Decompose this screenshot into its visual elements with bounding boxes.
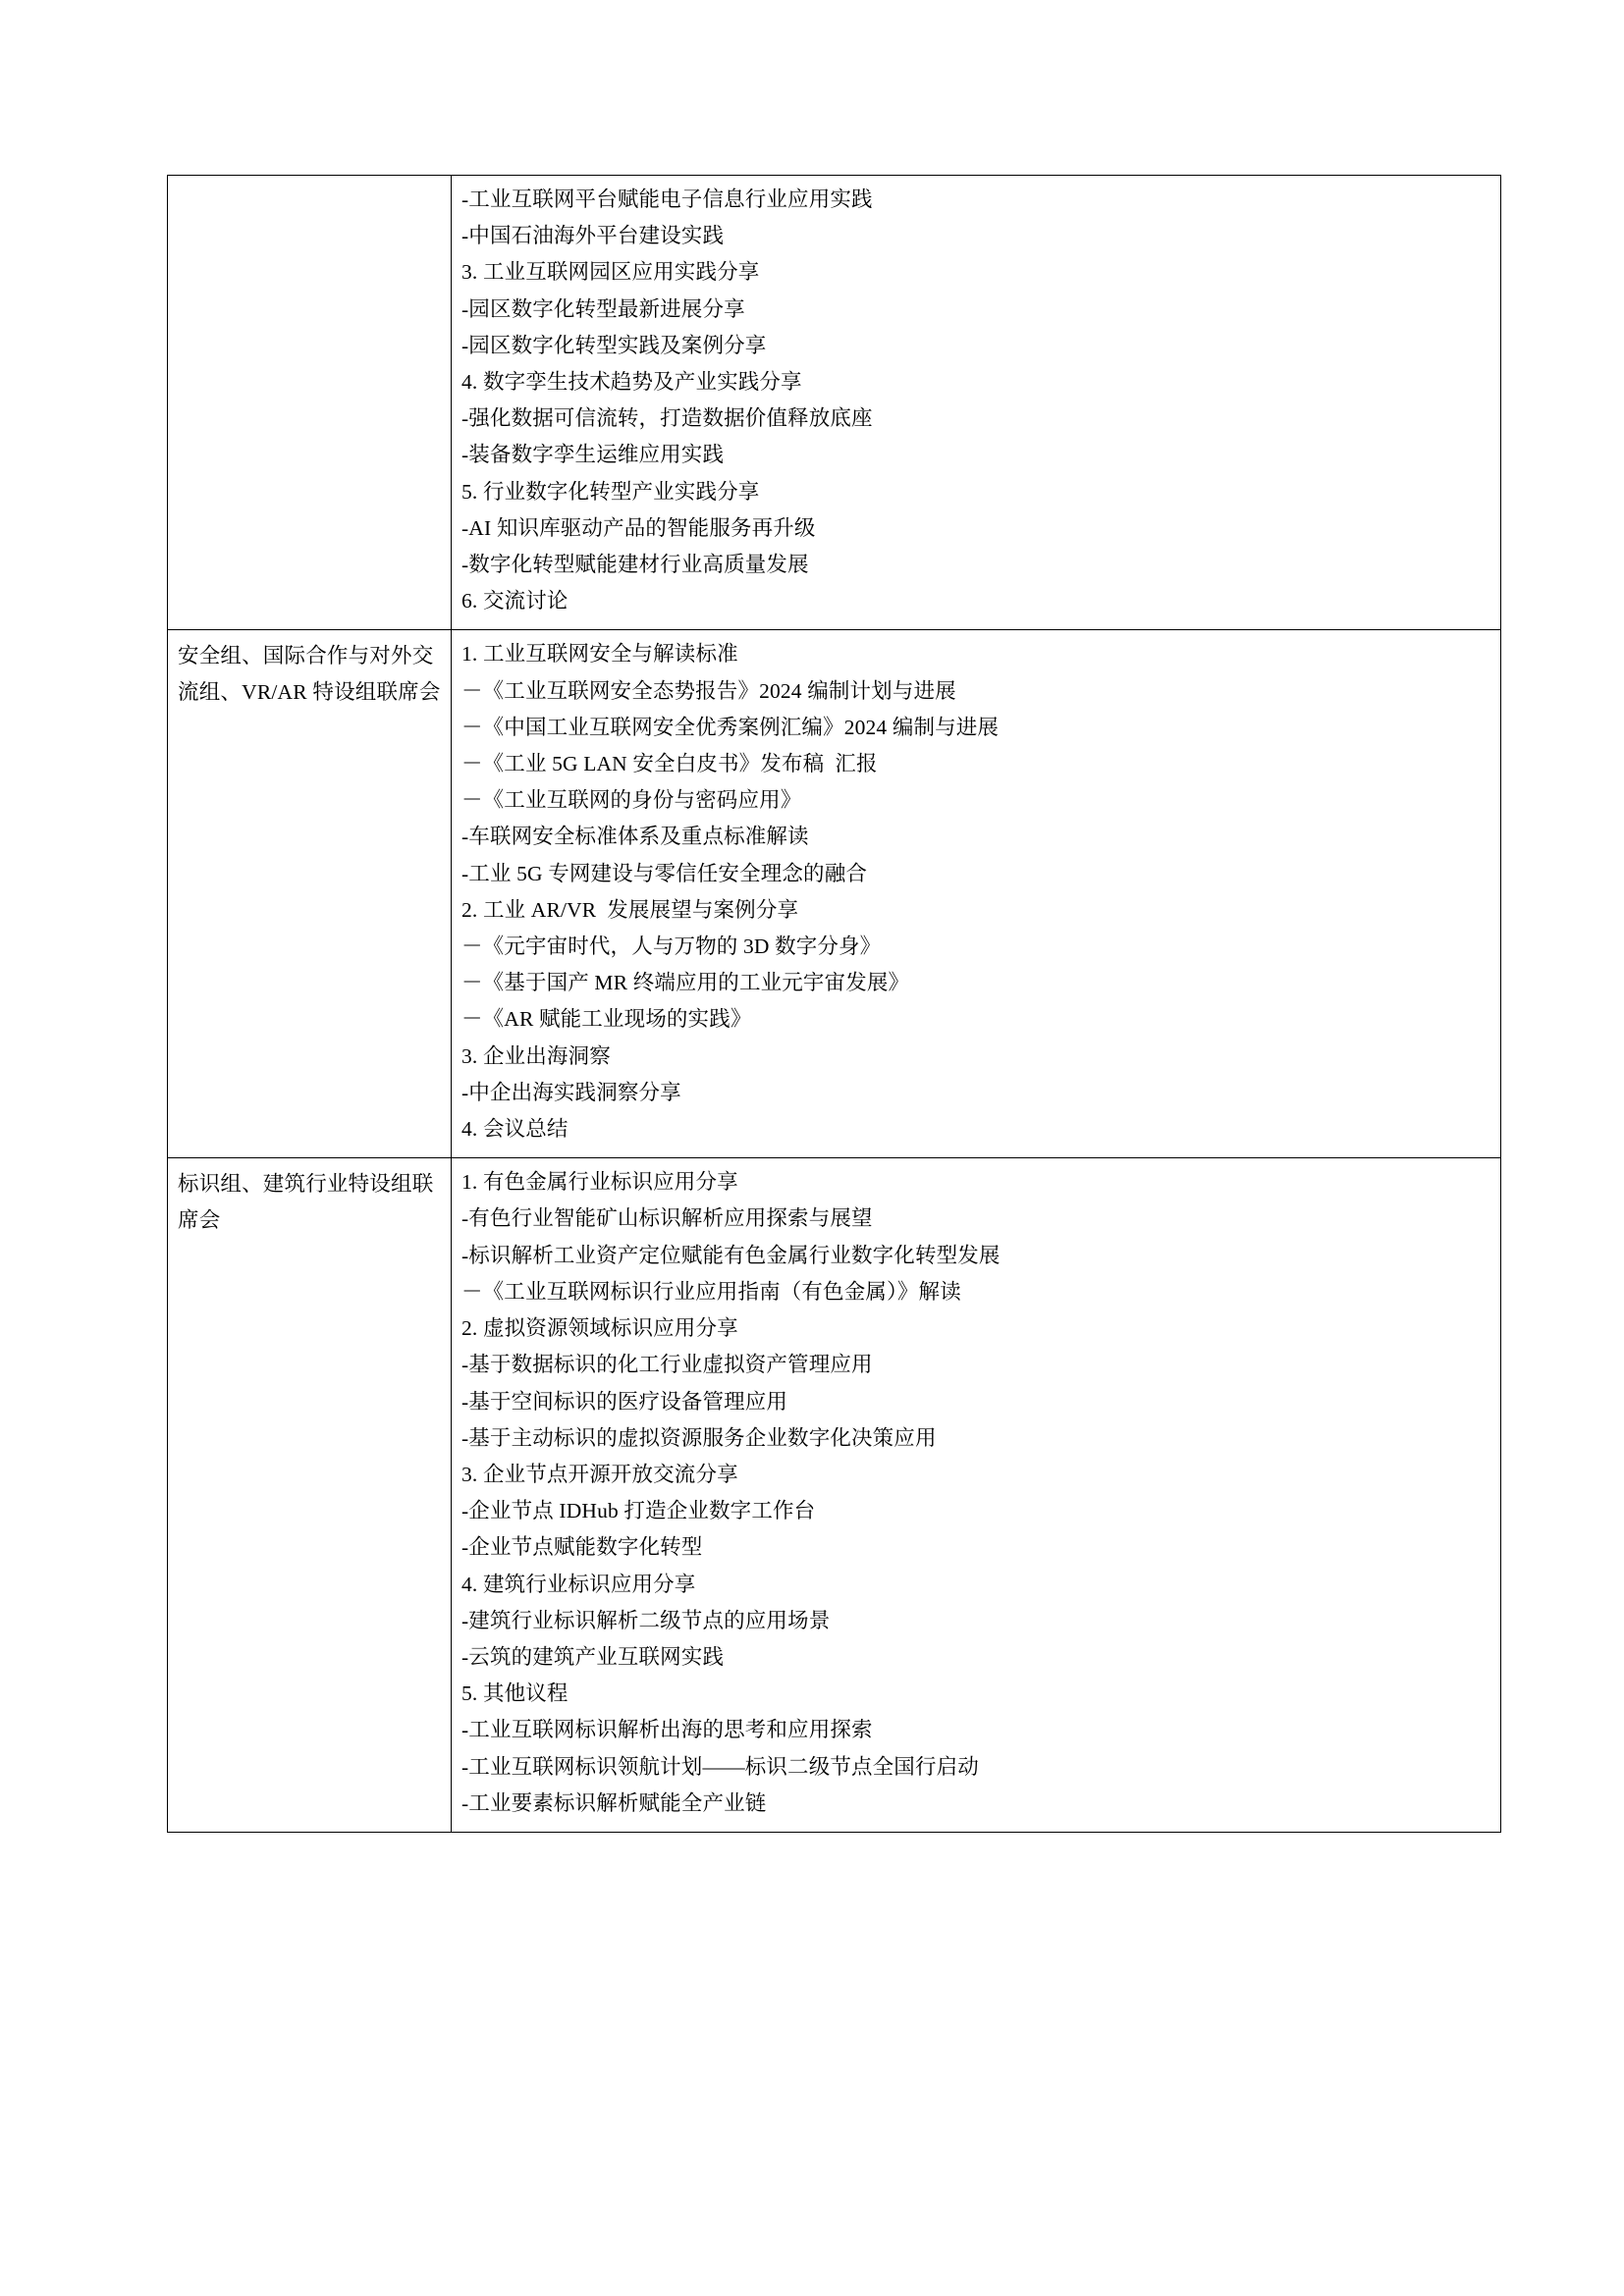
list-item: -标识解析工业资产定位赋能有色金属行业数字化转型发展 (461, 1243, 1001, 1267)
list-item: 3. 企业节点开源开放交流分享 (461, 1462, 738, 1486)
agenda-table (167, 175, 1501, 1833)
list-item: 2. 工业 AR/VR 发展展望与案例分享 (461, 897, 799, 922)
table-row (168, 176, 1501, 630)
list-item: －《工业互联网标识行业应用指南（有色金属）》解读 (461, 1279, 961, 1304)
list-item: -工业互联网平台赋能电子信息行业应用实践 (461, 187, 873, 211)
list-item: -工业 5G 专网建设与零信任安全理念的融合 (461, 861, 867, 885)
items-list (461, 1164, 1490, 1822)
group-label: 安全组、国际合作与对外交流组、VR/AR 特设组联席会 (178, 644, 441, 705)
list-item: 2. 虚拟资源领域标识应用分享 (461, 1316, 738, 1341)
items-cell (452, 630, 1501, 1158)
group-cell (168, 1158, 452, 1833)
list-item: －《中国工业互联网安全优秀案例汇编》2024 编制与进展 (461, 715, 1000, 739)
list-item: －《工业互联网安全态势报告》2024 编制计划与进展 (461, 678, 956, 703)
list-item: -AI 知识库驱动产品的智能服务再升级 (461, 515, 816, 540)
items-list (461, 182, 1490, 619)
list-item: 1. 有色金属行业标识应用分享 (461, 1170, 738, 1195)
list-item: 4. 会议总结 (461, 1117, 568, 1142)
list-item: -中国石油海外平台建设实践 (461, 224, 725, 248)
list-item: -工业互联网标识领航计划——标识二级节点全国行启动 (461, 1754, 979, 1779)
list-item: －《工业互联网的身份与密码应用》 (461, 788, 802, 813)
list-item: -基于空间标识的医疗设备管理应用 (461, 1389, 788, 1414)
list-item: -建筑行业标识解析二级节点的应用场景 (461, 1608, 831, 1632)
list-item: -工业互联网标识解析出海的思考和应用探索 (461, 1718, 873, 1742)
list-item: 4. 数字孪生技术趋势及产业实践分享 (461, 370, 802, 395)
list-item: -基于主动标识的虚拟资源服务企业数字化决策应用 (461, 1425, 937, 1450)
list-item: -云筑的建筑产业互联网实践 (461, 1644, 725, 1669)
list-item: -工业要素标识解析赋能全产业链 (461, 1790, 767, 1815)
list-item: -中企出海实践洞察分享 (461, 1080, 681, 1104)
list-item: -有色行业智能矿山标识解析应用探索与展望 (461, 1206, 873, 1231)
items-cell (452, 176, 1501, 630)
table-row (168, 1158, 1501, 1833)
list-item: －《基于国产 MR 终端应用的工业元宇宙发展》 (461, 971, 910, 995)
group-label (178, 182, 441, 184)
list-item: -强化数据可信流转，打造数据价值释放底座 (461, 406, 873, 431)
list-item: 5. 行业数字化转型产业实践分享 (461, 479, 760, 504)
list-item: -车联网安全标准体系及重点标准解读 (461, 825, 809, 849)
list-item: 5. 其他议程 (461, 1682, 568, 1706)
list-item: -装备数字孪生运维应用实践 (461, 443, 725, 467)
list-item: 4. 建筑行业标识应用分享 (461, 1572, 696, 1596)
list-item: -园区数字化转型实践及案例分享 (461, 333, 767, 357)
list-item: -园区数字化转型最新进展分享 (461, 296, 745, 321)
list-item: －《工业 5G LAN 安全白皮书》发布稿 汇报 (461, 752, 878, 776)
table-row (168, 630, 1501, 1158)
list-item: -企业节点 IDHub 打造企业数字工作台 (461, 1499, 816, 1523)
list-item: －《AR 赋能工业现场的实践》 (461, 1007, 752, 1032)
list-item: -数字化转型赋能建材行业高质量发展 (461, 553, 809, 577)
list-item: 1. 工业互联网安全与解读标准 (461, 642, 738, 667)
list-item: －《元宇宙时代，人与万物的 3D 数字分身》 (461, 934, 882, 959)
list-item: -企业节点赋能数字化转型 (461, 1535, 703, 1560)
items-cell (452, 1158, 1501, 1833)
group-cell (168, 630, 452, 1158)
group-cell (168, 176, 452, 630)
list-item: 3. 工业互联网园区应用实践分享 (461, 260, 760, 285)
list-item: 3. 企业出海洞察 (461, 1043, 611, 1068)
group-label: 标识组、建筑行业特设组联席会 (178, 1172, 434, 1233)
list-item: -基于数据标识的化工行业虚拟资产管理应用 (461, 1353, 873, 1377)
list-item: 6. 交流讨论 (461, 589, 568, 614)
items-list (461, 636, 1490, 1148)
table-body (168, 176, 1501, 1833)
